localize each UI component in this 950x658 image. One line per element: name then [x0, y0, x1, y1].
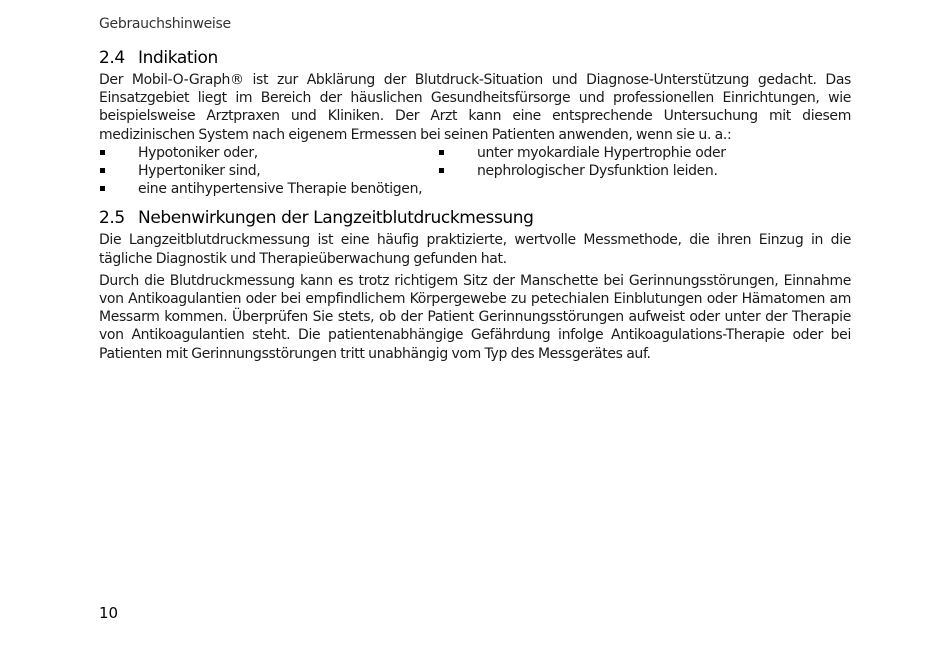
section-heading [99, 46, 851, 70]
section-title: Indikation [138, 48, 218, 68]
section-nebenwirkungen [99, 206, 851, 362]
list-item: Hypotoniker oder, [99, 144, 438, 162]
paragraph: Der Mobil-O-Graph® ist zur Abklärung der Blutdruck-Situation und Diagnose-Unterstützung gedacht. Das Einsatzgebiet liegt im Bereich der häuslichen Gesundheitsfürsorge und professionellen Einrichtungen, wie beispielsweise Arztpraxen und Kliniken. Der Arzt kann eine entsprechende Untersuchung mit diesem medizinischen System nach eigenem Ermessen bei seinen Patienten anwenden, wenn sie u. a.: [99, 72, 851, 143]
document-page [99, 0, 851, 658]
bullet-square-icon [439, 150, 444, 155]
bullet-square-icon [100, 150, 105, 155]
running-header: Gebrauchshinweise [99, 16, 231, 32]
paragraph: Die Langzeitblutdruckmessung ist eine häufig praktizierte, wertvolle Messmethode, die ihren Einzug in die tägliche Diagnostik und Therapieüberwachung gefunden hat. [99, 232, 851, 267]
list-item: nephrologischer Dysfunktion leiden. [438, 162, 851, 180]
page-number: 10 [99, 604, 119, 622]
bullet-list [99, 144, 851, 199]
bullet-column-left [99, 144, 438, 199]
paragraph: Durch die Blutdruckmessung kann es trotz richtigem Sitz der Manschette bei Gerinnungsstörungen, Einnahme von Antikoagulantien oder bei empfindlichem Körpergewebe zu petechialen Einblutungen oder Hämatomen am Messarm kommen. Überprüfen Sie stets, ob der Patient Gerinnungsstörungen aufweist oder unter der Therapie von Antikoagulantien steht. Die patientenabhängige Gefährdung infolge Antikoagulations-Therapie oder bei Patienten mit Gerinnungsstörungen tritt unabhängig vom Typ des Messgerätes auf. [99, 272, 851, 362]
bullet-column-right [438, 144, 851, 199]
section-indikation [99, 46, 851, 198]
section-number: 2.4 [99, 48, 125, 68]
bullet-square-icon [100, 186, 105, 191]
section-number: 2.5 [99, 208, 125, 229]
list-item: Hypertoniker sind, [99, 162, 438, 180]
list-item: eine antihypertensive Therapie benötigen, [99, 180, 438, 198]
page-content [99, 46, 851, 363]
section-title: Nebenwirkungen der Langzeitblutdruckmessung [138, 208, 534, 229]
section-heading [99, 206, 851, 230]
bullet-square-icon [439, 168, 444, 173]
bullet-square-icon [100, 168, 105, 173]
list-item: unter myokardiale Hypertrophie oder [438, 144, 851, 162]
